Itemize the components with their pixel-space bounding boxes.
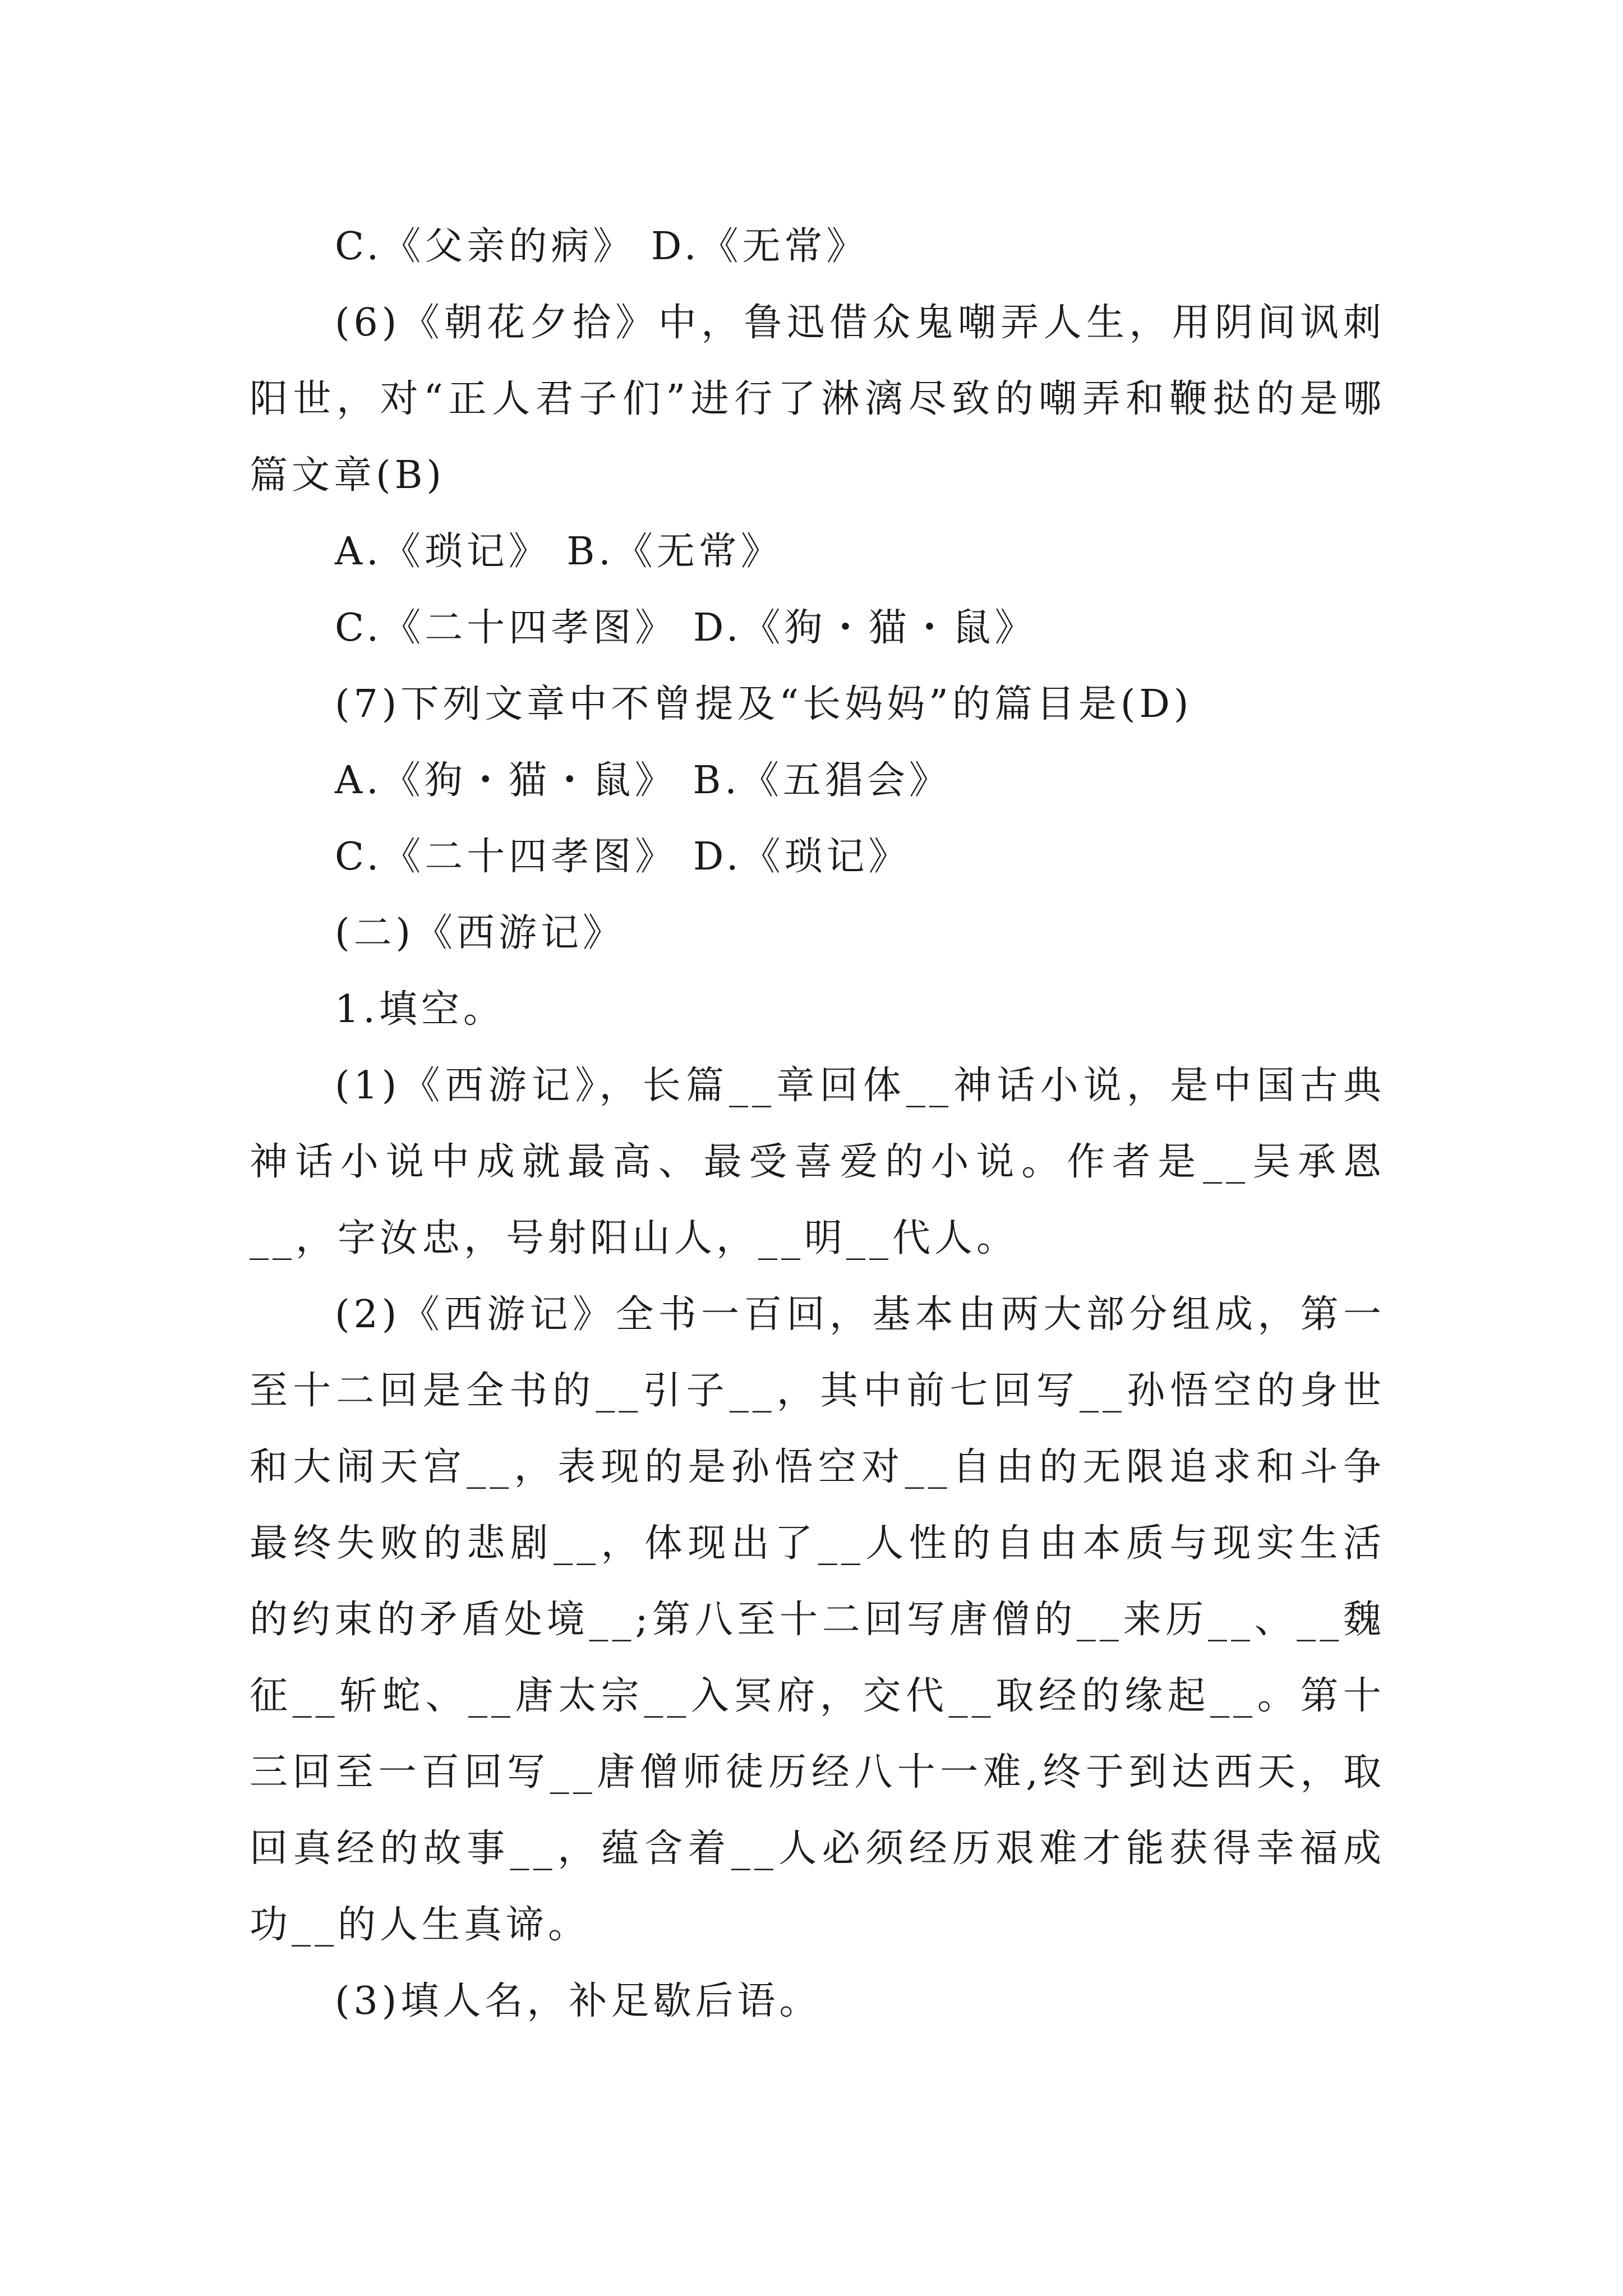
question-7: (7)下列文章中不曾提及“长妈妈”的篇目是(D) (335, 682, 1193, 726)
question-6: (6)《朝花夕拾》中，鲁迅借众鬼嘲弄人生，用阴间讽刺阳世，对“正人君子们”进行了淋漓尽致的嘲弄和鞭挞的是哪篇文章(B) (250, 301, 1385, 498)
option-line-a-b-q6: A.《琐记》 B.《无常》 (335, 530, 783, 574)
fill-in-item-2: (2)《西游记》全书一百回，基本由两大部分组成，第一至十二回是全书的__引子__，其中前七回写__孙悟空的身世和大闹天宫__，表现的是孙悟空对__自由的无限追求和斗争最终失败的悲剧__，体现出了__人性的自由本质与现实生活的约束的矛盾处境__;第八至十二回写唐僧的__来历__、__魏征__斩蛇、__唐太宗__入冥府，交代__取经的缘起__。第十三回至一百回写__唐僧师徒历经八十一难,终于到达西天，取回真经的故事__，蕴含着__人必须经历艰难才能获得幸福成功__的人生真谛。 (250, 1292, 1385, 1947)
option-line-c-d-q6: C.《二十四孝图》 D.《狗・猫・鼠》 (335, 606, 1037, 650)
fill-in-item-1: (1)《西游记》，长篇__章回体__神话小说，是中国古典神话小说中成就最高、最受喜爱的小说。作者是__吴承恩__，字汝忠，号射阳山人，__明__代人。 (250, 1064, 1385, 1260)
document-body (250, 209, 1385, 2040)
option-line-a-b-q7: A.《狗・猫・鼠》 B.《五猖会》 (335, 758, 951, 803)
section-heading-xiyouji: (二)《西游记》 (335, 911, 625, 955)
option-line-c-d-q7: C.《二十四孝图》 D.《琐记》 (335, 835, 911, 879)
fill-in-heading: 1.填空。 (335, 987, 505, 1032)
option-line-c-d-q5: C.《父亲的病》 D.《无常》 (335, 224, 869, 269)
fill-in-item-3: (3)填人名，补足歇后语。 (335, 1979, 822, 2023)
